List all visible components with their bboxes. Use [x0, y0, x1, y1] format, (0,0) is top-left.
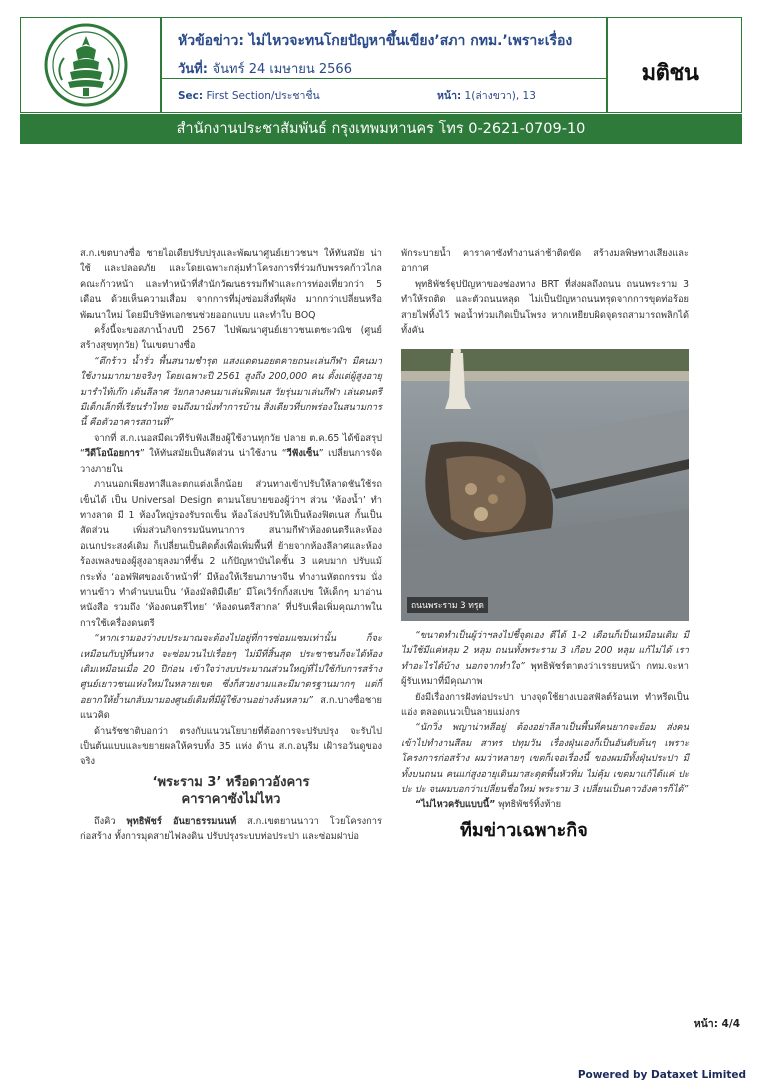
byline: ทีมข่าวเฉพาะกิจ — [460, 820, 588, 841]
office-banner: สำนักงานประชาสัมพันธ์ กรุงเทพมหานคร โทร 0-2621-0709-10 — [20, 114, 742, 144]
newspaper-name: มติชน — [641, 61, 699, 86]
quote-run: “ขนาดทำเป็นผู้ว่าฯลงไปชี้จุดเอง ดีได้ 1-2 เดือนก็เป็นเหมือนเดิม มีไม่ใช้มีแค่หลุม 2 หลุม ถนนทั้งพระราม 3 เกือบ 200 หลุม แก้ไม่ได้ เราทำอะไรได้บ้าง นอกจากทำใจ” — [401, 630, 689, 672]
emphasis-run: วีฟังเซ็น — [286, 448, 319, 460]
text-run: พุทธิพัชร์ตาตงว่าเรรยบหน้า กทม.จะหาผู้รับเหมาที่มีคุณภาพ — [401, 660, 689, 688]
subheading-line: คาราคาซังไม่ไหว — [181, 791, 281, 807]
paragraph: ยังมีเรื่องการฝังท่อประปา บางจุดใช้ยางเบอสฟัลต์ร้อนเท ทำหรีดเป็นแอ่ง ตลอดแนวเป็นลายแม่งกร — [401, 691, 689, 719]
subheading — [80, 774, 382, 808]
paragraph: ส.ก.เขตบางซื่อ ชายไอเดียปรับปรุงและพัฒนาศูนย์เยาวชนฯ ให้ทันสมัย น่าใช้ และปลอดภัย และโดยเฉพาะกลุ่มทำโครงการที่ร่วมกับพรรคก้าวไกล คณะก้าวหน้า และทำหน้าที่สำนักวัฒนธรรมกีฬาและการท่องเที่ยวกว่า 5 เดือน ด้วยเห็นความเสื่อม จากการที่มุ่งซ่อมสิ่งที่ผุพัง มากกว่าเปลี่ยนหรือพัฒนาใหม่ โดยมีบริษัทเอกชนช่วยออกแบบ และทำใบ BOQ — [80, 248, 382, 321]
person-name: พุทธิพัชร์ อันยาธรรมนนท์ — [126, 815, 237, 827]
paragraph — [80, 431, 382, 477]
emphasis-run: วีดีโอน้อยการ — [84, 448, 140, 460]
right-column-bottom — [401, 628, 689, 813]
page-label: หน้า: — [437, 90, 462, 102]
closing-quote: “ไม่ไหวครับแบบนี้” — [415, 799, 496, 811]
left-column — [80, 246, 382, 845]
text-run: ” ให้ทันสมัยเป็นสัดส่วน น่าใช้งาน “ — [139, 448, 287, 460]
paragraph — [401, 797, 689, 812]
paragraph — [401, 628, 689, 690]
subheading-line: ‘พระราม 3’ หรือดาวอังคาร — [152, 774, 310, 790]
quote-paragraph: “ตึกร้าว น้ำรั่ว พื้นสนามชำรุด แสงแดดนอยดคายถนะเล่นกีฬา มีคนมาใช้งานมากมายจริงๆ โดยเฉพาะปี 2561 สูงถึง 200,000 คน ตั้งแต่ผู้สูงอายุมารำไท้เก๊ก เต้นลีลาศ วัยกลางคนมาเล่นฟิตเนส วัยรุ่นมาเล่นกีฬา เล่นดนตรี มีเด็กเล็กที่เรียนรำไทย จนถึงมานั่งทำการบ้าน สิ่งเดียวที่บกพร่องในสนามการนี้ คือตัวอาคารสถานที่” — [80, 355, 382, 429]
text-run: ส.ก.บางซื่อชายแนวคิด — [80, 694, 382, 722]
text-run: จากที่ ส.ก.เนอสมีดเวทีรับฟังเสียงผู้ใช้งานทุกวัย ปลาย ต.ค.65 ได้ข้อสรุป “ — [80, 432, 382, 460]
header-divider-vertical — [160, 17, 162, 113]
bma-seal-logo — [26, 20, 146, 110]
paragraph: ด้านรัชชาติบอกว่า ตรงกับแนวนโยบายที่ต้องการจะปรับปรุง จะรับไปเป็นต้นแบบและขยายผลให้ครบทั้ง 35 แห่ง ด้าน ส.ก.อนุรีม เฝ้ารอวันดูของจริง — [80, 725, 382, 768]
headline-text: ไม่ไหวจะทนโกยปัญหาขึ้นเขียง’สภา กทม.’เพราะเรื่อง — [248, 33, 573, 49]
paragraph — [80, 814, 382, 845]
date-label: วันที่: — [178, 62, 208, 77]
section-value: First Section/ประชาชื่น — [206, 90, 320, 102]
text-run: ” เปลี่ยนการจัดวางภายใน — [80, 448, 382, 475]
quote-paragraph: “นักวิ่ง พญาน่าหลีอยู่ ต้องอย่าลีลาเป็นพื้นที่คนยากจะย้อม ส่งคนเข้าไปทำงานสีลม สาทร ปทุมวัน เรื่องฝุ่นเองก็เป็นอันดับต้นๆ เพราะโครงการก่อสร้าง ผมว่าหลายๆ เขตก็เจอเรื่องนี้ ของผมมีทั้งฝุ่นประปา มีทั้งบนถนน คนแก่สูงอายุเดินมาสะดุดพื้นหัวทิ่ม ไม่คุ้ม เขตมาแก้ได้แค่ ปะ ปะ ปะ จนผมบอกว่าเปลี่ยนชื่อใหม่ พระราม 3 เปลี่ยนเป็นดาวอังคารก็ได้” — [401, 722, 689, 796]
paragraph: พักระบายน้ำ คาราคาซังทำงานล่าช้าติดขัด สร้างมลพิษทางเสียงและอากาศ — [401, 248, 689, 275]
section-label: Sec: — [178, 90, 204, 102]
date-value: จันทร์ 24 เมษายน 2566 — [212, 62, 352, 77]
page-number: หน้า: 4/4 — [693, 1018, 740, 1030]
date-line — [178, 58, 352, 79]
quote-run: “หากเรามองว่างบประมาณจะต้องไปอยู่ที่การซ่อมแซมเท่านั้น ก็จะเหมือนกับปู่ที่นหาง จะซ่อมวนไปเรื่อยๆ ไม่มีที่สิ้นสุด ประชาชนก็จะได้ห้องเดิมเหมือนเมื่อ 20 ปีก่อน เข้าใจว่างบประมาณส่วนใหญ่ที่ไปใช้กับการสร้างศูนย์เยาวชนแห่งใหม่ในหลายเขต ซึ่งก็สวยงามและมีมาตรฐานมากๆ แต่ก็อยากให้ย้ำนกลับมามองศูนย์เดิมที่มีผู้ใช้งานอย่างล้นหลาม” — [80, 633, 382, 706]
paragraph: พุทธิพัชร์ฐุปปัญหาของช่องทาง BRT ที่ส่งผลถึงถนน ถนนพระราม 3 ทำให้รถติด และตัวถนนหลุด ไม่เป็นปัญหาถนนทรุดจากการขุดท่อร้อยสายไฟทิ้งไว้ พอน้ำท่วมเกิดเป็นโพรง หากเหยียบผิดจุดรถสามารถพลิกได้ทั้งคัน — [401, 278, 689, 337]
powered-by: Powered by Dataxet Limited — [577, 1069, 746, 1081]
text-run: พุทธิพัชร์ทิ้งท้าย — [495, 799, 562, 811]
text-run: ถึงคิว — [94, 815, 127, 827]
paragraph — [80, 631, 382, 723]
page-line — [437, 87, 536, 104]
section-line — [178, 87, 320, 104]
headline — [178, 30, 598, 52]
headline-label: หัวข้อข่าว: — [178, 33, 244, 49]
right-column-top — [401, 246, 689, 338]
road-damage-photo — [401, 349, 689, 621]
paragraph: ภานนอกเพียงทาสีและตกแต่งเล็กน้อย ส่วนทางเข้าปรับให้ลาดชันใช้รถเข็นได้ เป็น Universal Design ตามนโยบายของผู้ว่าฯ ส่วน ‘ห้องน้ำ’ ทำทางลาด มี 1 ห้องใหญ่รองรับรถเข็น ห้องโล่งปรับให้เป็นห้องฟิตเนส กั้นเป็นสัดส่วน เพิ่มส่วนกิจกรรมนันทนาการ สนามกีฬาห้องดนตรีและห้องอเนกประสงค์เดิม ก็เปลี่ยนเป็นติดตั้งเพื่อเพิ่มพื้นที่ ย้ายจากห้องลีลาศและห้องร้องเพลงของผู้สูงอายุลงมาที่ชั้น 2 แก้ปัญหาบันไดชั้น 3 แคบมาก ปรับแม้กระทั่ง ‘ออฟฟิศของเจ้าหน้าที่’ มีห้องให้เรียนภาษาจีน ทำงานหัตถกรรม นั่งทานข้าว ทำคำนบนเป็น ‘ห้องมัลติมีเดีย’ มีโคเวิร์กกิ้งสเปซ ให้เด็กๆ มาอ่านหนังสือ รวมถึง ‘ห้องดนตรีไทย’ ‘ห้องดนตรีสากล’ ที่ปรับเพื่อเพิ่มคุณภาพในการใช้เครื่องดนตรี — [80, 479, 382, 629]
photo-caption: ถนนพระราม 3 ทรุด — [407, 597, 488, 613]
paragraph: ครั้งนี้จะขอสภาน้ำงบปี 2567 ไปพัฒนาศูนย์เยาวชนเตชะวณิช (ศูนย์สร้างสุขทุกวัย) ในเขตบางซื่อ — [80, 325, 382, 352]
text-run: ส.ก.เขตยานนาวา โวยโครงการก่อสร้าง ทั้งการมุดสายไฟลงดิน ปรับปรุงระบบท่อประปา และซ่อมฝาบ่อ — [80, 815, 382, 843]
header-divider-right — [606, 17, 608, 113]
page-value: 1(ล่างขวา), 13 — [464, 90, 536, 102]
